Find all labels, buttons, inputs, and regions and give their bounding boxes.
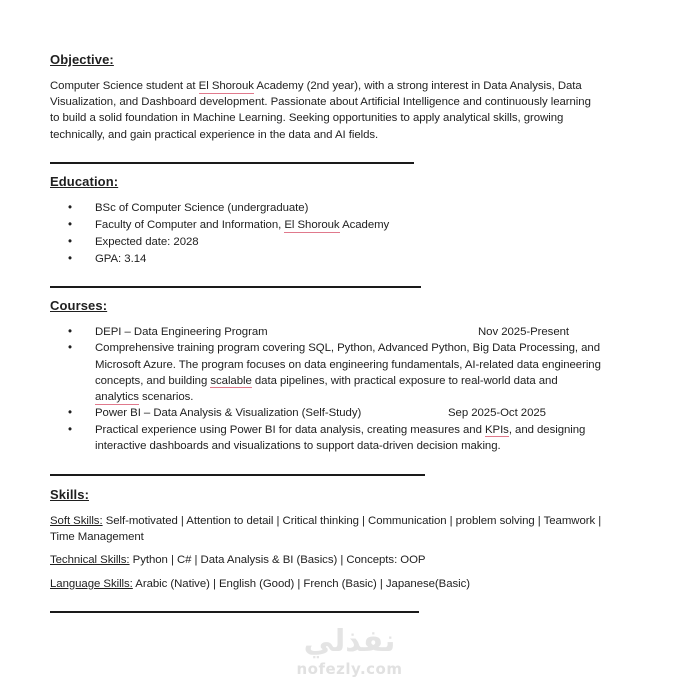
course-description-text: Comprehensive training program covering SQL, Python, Advanced Python, Big Data Processing, and Microsoft Azure. The program focuses on data engineering fundamentals, AI-related data engineering concepts, and building <box>95 342 601 387</box>
education-expected-date: Expected date: 2028 <box>95 236 199 248</box>
course-title-row <box>95 324 603 340</box>
objective-heading: Objective: <box>50 52 114 67</box>
soft-skills-label: Soft Skills: <box>50 515 103 527</box>
soft-skills-line <box>50 513 603 545</box>
education-faculty: Academy <box>339 219 390 231</box>
education-section <box>50 174 603 268</box>
section-divider <box>50 286 421 288</box>
spellcheck-flagged-text: analytics <box>95 391 139 404</box>
course-date: Nov 2025-Present <box>478 326 570 338</box>
course-title: Power BI – Data Analysis & Visualization (Self-Study) <box>95 407 362 420</box>
language-skills-label: Language Skills: <box>50 577 133 590</box>
course-date: Sep 2025-Oct 2025 <box>448 407 546 420</box>
spellcheck-flagged-text: El Shorouk <box>284 219 340 231</box>
course-description <box>95 422 603 455</box>
education-heading: Education: <box>50 174 119 189</box>
course-description <box>95 340 603 405</box>
course-title-row <box>95 405 603 421</box>
objective-text: Computer Science student at <box>50 80 199 92</box>
technical-skills-line <box>50 552 603 568</box>
course-title: DEPI – Data Engineering Program <box>95 326 268 338</box>
language-skills-value: Arabic (Native) | English (Good) | French (Basic) | Japanese(Basic) <box>132 577 470 590</box>
education-faculty: Faculty of Computer and Information, <box>95 219 285 231</box>
skills-heading: Skills: <box>50 487 89 502</box>
list-item <box>95 200 603 217</box>
courses-section <box>50 298 603 454</box>
soft-skills-value: Self-motivated | Attention to detail | Critical thinking | Communication | problem solving | Teamwork | Time Management <box>50 515 602 544</box>
list-item <box>95 234 603 251</box>
spellcheck-flagged-text: KPIs <box>484 423 509 436</box>
objective-section <box>50 52 603 143</box>
technical-skills-label: Technical Skills: <box>50 554 130 567</box>
course-description-text: , and designing interactive dashboards and visualizations to support data-driven decision making. <box>95 423 586 453</box>
education-gpa: GPA: 3.14 <box>95 253 147 265</box>
watermark-site-url: nofezly.com <box>296 660 403 678</box>
objective-paragraph <box>50 78 603 143</box>
objective-text: Academy (2nd year), with a strong interest in Data Analysis, Data Visualization, and Dashboard development. Passionate about Artificial Intelligence and continuously learning to build a solid foundation in Machine Learning. Seeking opportunities to apply analytical skills, growing technically, and gain practical experience in the data and AI fields. <box>50 80 591 141</box>
spellcheck-flagged-text: scalable <box>210 374 252 387</box>
technical-skills-value: Python | C# | Data Analysis & BI (Basics) | Concepts: OOP <box>129 554 426 567</box>
watermark <box>0 624 699 678</box>
course-description-text: scenarios. <box>138 391 194 404</box>
section-divider <box>50 474 425 476</box>
watermark-arabic-logo: نفذلي <box>303 624 396 659</box>
course-description-text: Practical experience using Power BI for data analysis, creating measures and <box>95 423 485 436</box>
section-divider <box>50 162 414 164</box>
courses-list <box>50 324 603 454</box>
course-description-text: data pipelines, with practical exposure to real-world data and <box>251 374 558 387</box>
courses-heading: Courses: <box>50 298 108 313</box>
language-skills-line <box>50 576 603 592</box>
list-item <box>95 251 603 268</box>
education-list <box>50 200 603 268</box>
list-item <box>95 217 603 234</box>
section-divider <box>50 611 419 613</box>
spellcheck-flagged-text: El Shorouk <box>198 80 254 92</box>
education-degree: BSc of Computer Science (undergraduate) <box>95 202 309 214</box>
skills-section <box>50 487 603 599</box>
